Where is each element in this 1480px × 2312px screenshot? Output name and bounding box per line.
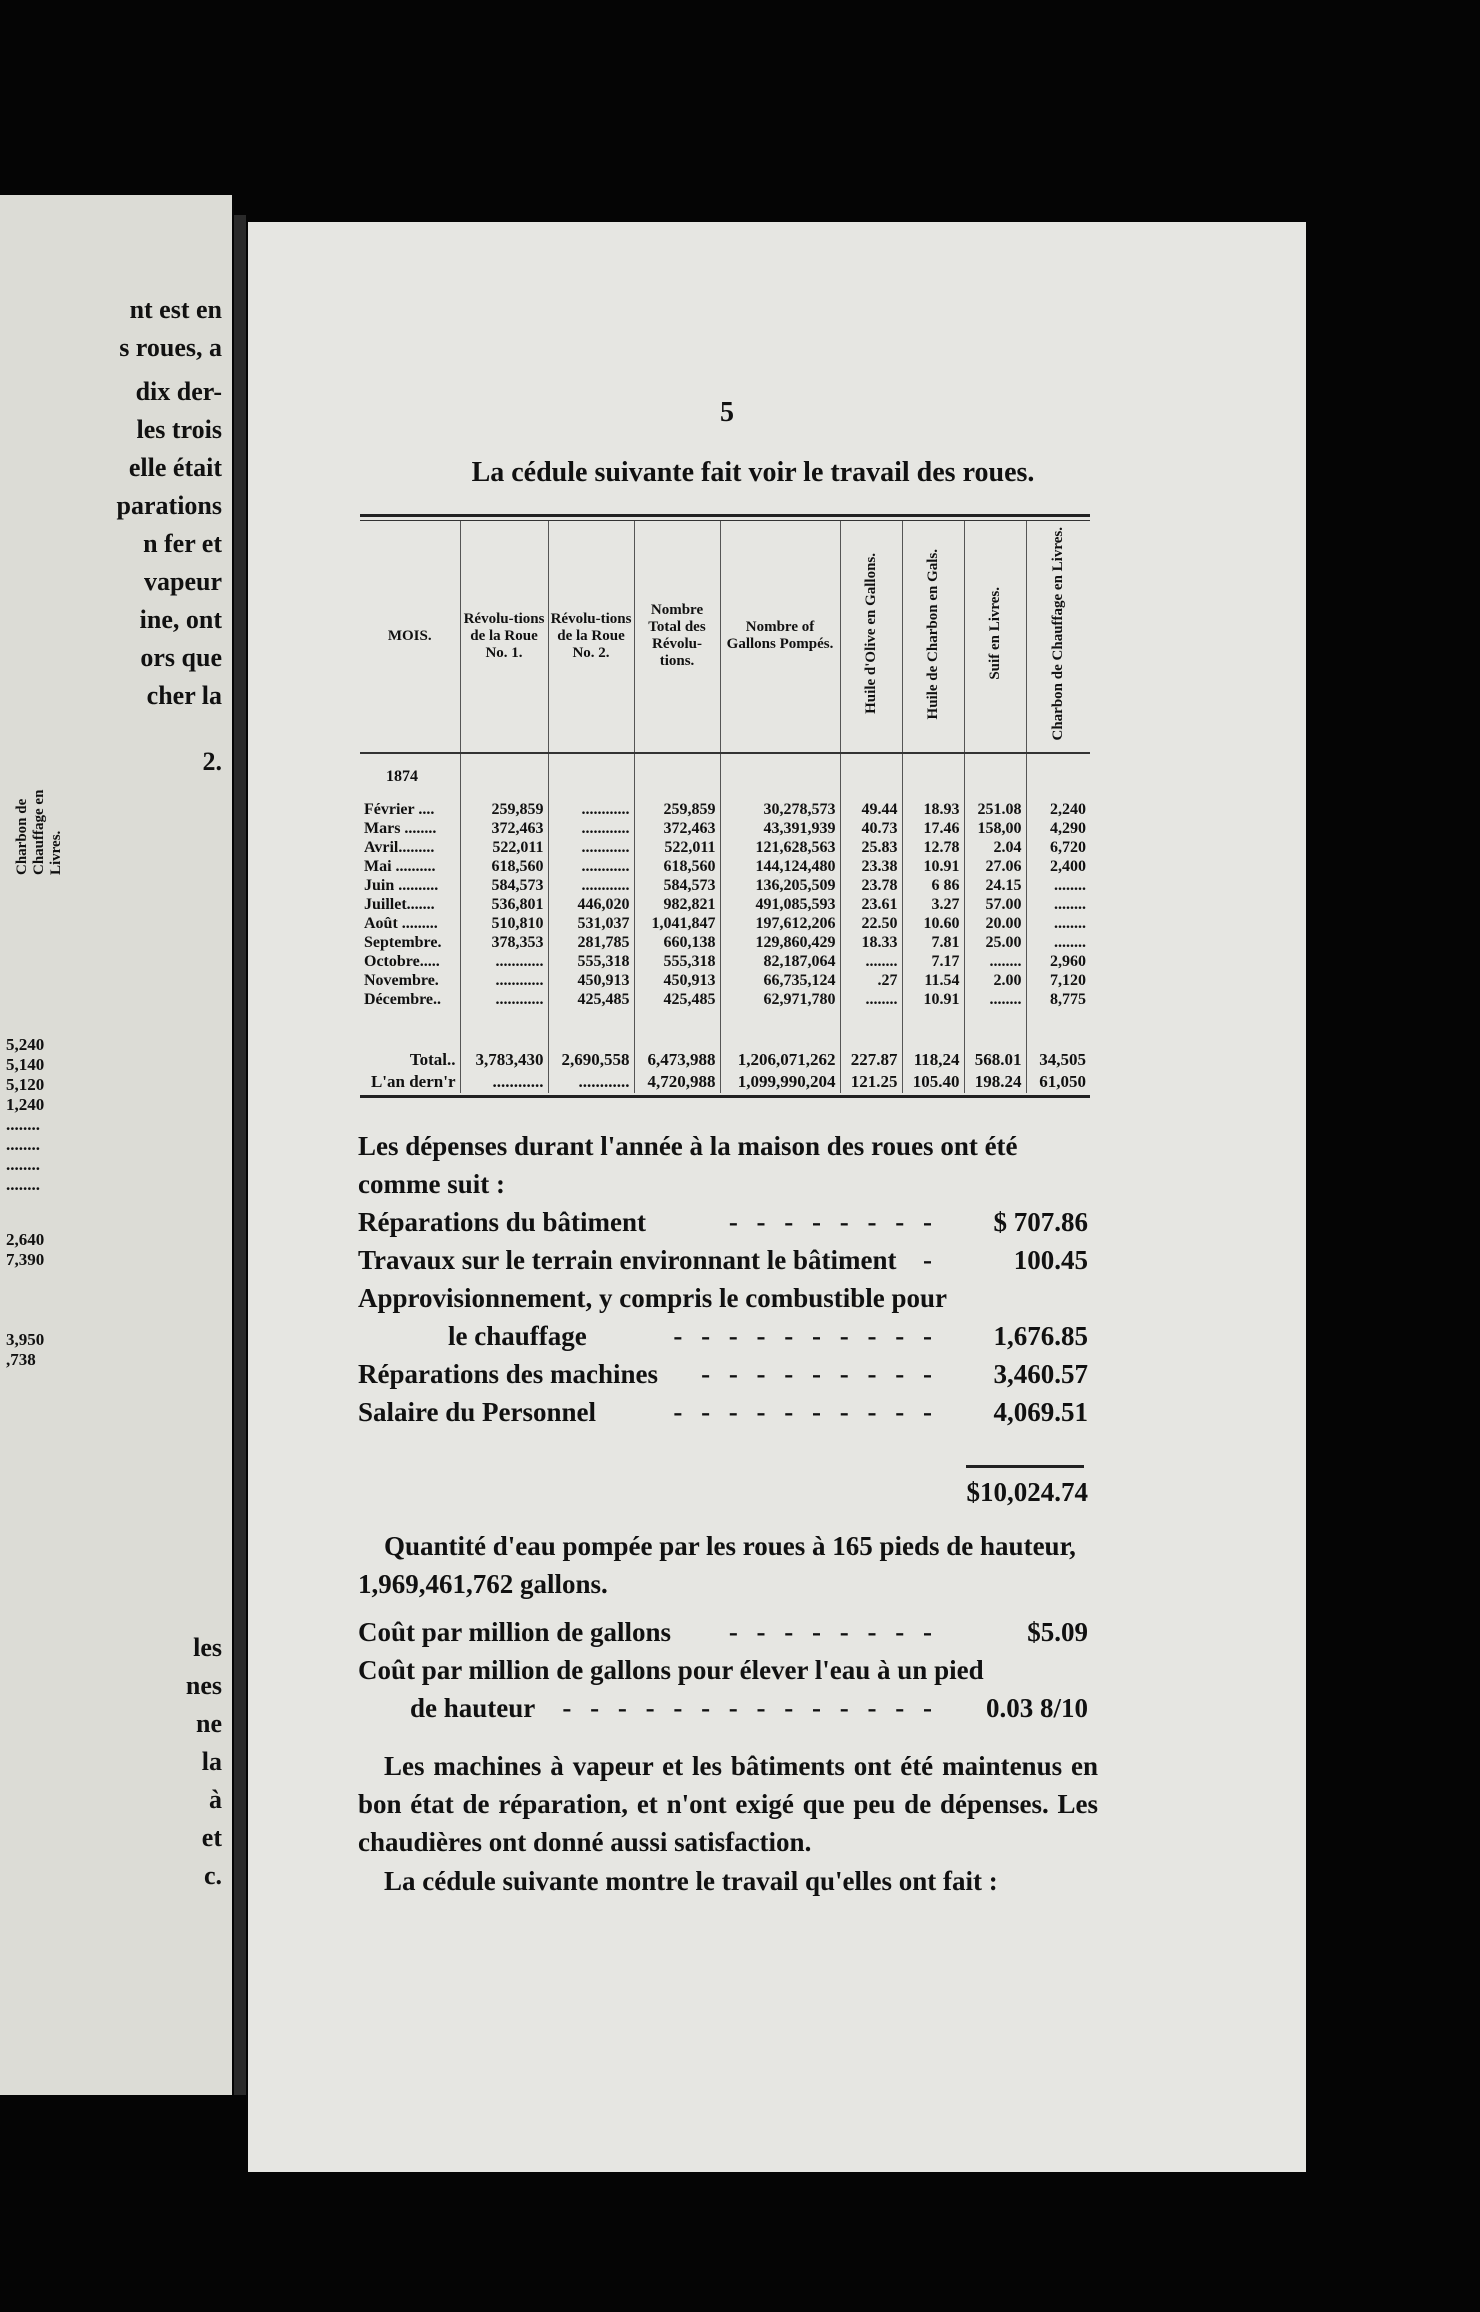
table-cell: ........: [840, 990, 902, 1009]
table-cell: [902, 753, 964, 800]
table-cell: 2.04: [964, 838, 1026, 857]
left-column-value: ........: [6, 1115, 40, 1134]
table-cell: [840, 753, 902, 800]
expenses-row: [358, 1359, 1098, 1397]
table-cell: 23.78: [840, 876, 902, 895]
table-cell: 57.00: [964, 895, 1026, 914]
table-cell: 2,690,558: [548, 1049, 634, 1071]
expenses-label: Réparations des machines: [358, 1359, 659, 1389]
table-cell: Juin ..........: [364, 876, 439, 894]
table-cell: ........: [1026, 876, 1090, 895]
table-cell: 3,783,430: [460, 1049, 548, 1071]
table-cell: 425,485: [634, 990, 720, 1009]
expenses-amount: $ 707.86: [993, 1207, 1088, 1237]
table-cell: 510,810: [460, 914, 548, 933]
table-cell: 61,050: [1026, 1071, 1090, 1093]
table-row: [360, 990, 1090, 1009]
table-cell: 584,573: [634, 876, 720, 895]
expenses-row: [358, 1207, 1098, 1245]
expenses-row: [358, 1397, 1098, 1435]
cost_rows-label: Coût par million de gallons pour élever l'eau à un pied: [358, 1655, 984, 1685]
table-cell: ........: [1026, 914, 1090, 933]
table-cell: 49.44: [840, 800, 902, 819]
table-cell: 27.06: [964, 857, 1026, 876]
left-column-value: ........: [6, 1155, 40, 1174]
table-row: [360, 1009, 1090, 1049]
table-cell: [460, 1009, 548, 1049]
table-cell: 7,120: [1026, 971, 1090, 990]
expenses-label: Travaux sur le terrain environnant le bâtiment: [358, 1245, 897, 1275]
table-row: [360, 1049, 1090, 1071]
table-cell: 62,971,780: [720, 990, 840, 1009]
table-cell: Avril.........: [364, 838, 435, 856]
table-cell: 121,628,563: [720, 838, 840, 857]
table-cell: 1,206,071,262: [720, 1049, 840, 1071]
table-cell: 555,318: [634, 952, 720, 971]
table-cell: Juillet.......: [364, 895, 435, 913]
expenses-amount: 4,069.51: [993, 1397, 1088, 1427]
header-cell: Révolu-tions de la Roue No. 2.: [548, 521, 634, 753]
table-cell: 10.60: [902, 914, 964, 933]
table-cell: 82,187,064: [720, 952, 840, 971]
expenses-intro: Les dépenses durant l'année à la maison des roues ont été comme suit :: [358, 1131, 1018, 1199]
left-text-fragment: la: [201, 1747, 222, 1776]
table-cell: [634, 1009, 720, 1049]
left-text-fragment: ine, ont: [139, 605, 222, 634]
table-cell: 618,560: [634, 857, 720, 876]
left-column-value: 5,240: [6, 1035, 45, 1054]
table-header-row: [360, 521, 1090, 753]
table-cell: 20.00: [964, 914, 1026, 933]
table-cell: 450,913: [548, 971, 634, 990]
table-cell: 197,612,206: [720, 914, 840, 933]
cost_rows-amount: $5.09: [1027, 1617, 1088, 1647]
table-cell: 2,400: [1026, 857, 1090, 876]
table-cell: 522,011: [634, 838, 720, 857]
table-cell: 10.91: [902, 857, 964, 876]
expenses-leader: - - - - - - - - - -: [673, 1321, 938, 1351]
cost_rows-row: [358, 1617, 1098, 1655]
table-cell: 198.24: [964, 1071, 1026, 1093]
expenses-row: [358, 1245, 1098, 1283]
left-text-fragment: nes: [185, 1671, 222, 1700]
left-column-value: 1,240: [6, 1095, 45, 1114]
table-cell: [634, 753, 720, 800]
table-cell: 8,775: [1026, 990, 1090, 1009]
table-cell: 158,00: [964, 819, 1026, 838]
table-cell: ........: [1026, 895, 1090, 914]
expenses-row: [358, 1321, 1098, 1359]
table-cell: 144,124,480: [720, 857, 840, 876]
table-cell: ............: [548, 819, 634, 838]
cost_rows-leader: - - - - - - - -: [728, 1617, 938, 1647]
table-cell: .27: [840, 971, 902, 990]
table-cell: [1026, 753, 1090, 800]
left-text-fragment: ne: [196, 1709, 222, 1738]
table-cell: 446,020: [548, 895, 634, 914]
table-cell: Octobre.....: [364, 952, 440, 970]
table-cell: 425,485: [548, 990, 634, 1009]
table-cell: 2.00: [964, 971, 1026, 990]
table-cell: 568.01: [964, 1049, 1026, 1071]
table-cell: 18.33: [840, 933, 902, 952]
header-cell: Suif en Livres.: [964, 521, 1026, 753]
table-row: [360, 895, 1090, 914]
table-cell: 18.93: [902, 800, 964, 819]
left-text-fragment: s roues, a: [119, 333, 222, 362]
expenses-row: [358, 1283, 1098, 1321]
table-cell: 66,735,124: [720, 971, 840, 990]
header-cell: Huile de Charbon en Gals.: [902, 521, 964, 753]
header-cell: Charbon de Chauffage en Livres.: [1026, 521, 1090, 753]
table-cell: 3.27: [902, 895, 964, 914]
table-cell: 281,785: [548, 933, 634, 952]
table-cell: ............: [548, 800, 634, 819]
wheel-work-table: [360, 514, 1090, 1098]
table-cell: 450,913: [634, 971, 720, 990]
table-row: [360, 838, 1090, 857]
table-bottom-rule: [360, 1095, 1090, 1098]
table-cell: 23.61: [840, 895, 902, 914]
table-row: [360, 753, 1090, 800]
table-cell: 6,720: [1026, 838, 1090, 857]
table-cell: 618,560: [460, 857, 548, 876]
table-cell: 6 86: [902, 876, 964, 895]
table-cell: 259,859: [634, 800, 720, 819]
cost_rows-label: de hauteur: [410, 1693, 536, 1723]
table-cell: 23.38: [840, 857, 902, 876]
left-column-header: Charbon de Chauffage en Livres.: [14, 789, 64, 875]
header-cell: Nombre Total des Révolu-tions.: [634, 521, 720, 753]
table-row: [360, 819, 1090, 838]
left-text-fragment: c.: [203, 1861, 222, 1890]
left-text-fragment: n fer et: [143, 529, 222, 558]
table-cell: 136,205,509: [720, 876, 840, 895]
expenses-label: Approvisionnement, y compris le combustible pour: [358, 1283, 948, 1313]
table-cell: 7.81: [902, 933, 964, 952]
table-cell: 121.25: [840, 1071, 902, 1093]
left-column-value: 2,640: [6, 1230, 45, 1249]
table-cell: 4,290: [1026, 819, 1090, 838]
table-cell: ............: [548, 838, 634, 857]
main-page: [248, 222, 1306, 2172]
table-row: [360, 933, 1090, 952]
table-cell: Mars ........: [364, 819, 437, 837]
left-text-fragment: ors que: [140, 643, 222, 672]
left-column-value: 3,950: [6, 1330, 45, 1349]
cost_rows-row: [358, 1655, 1098, 1693]
table-cell: 25.83: [840, 838, 902, 857]
table-cell: 555,318: [548, 952, 634, 971]
expenses-leader: - - - - - - - -: [728, 1207, 938, 1237]
table-cell: [902, 1009, 964, 1049]
table-cell: [964, 1009, 1026, 1049]
left-text-fragment: les trois: [136, 415, 222, 444]
header-cell: Nombre of Gallons Pompés.: [720, 521, 840, 753]
left-column-value: ........: [6, 1135, 40, 1154]
table-cell: 25.00: [964, 933, 1026, 952]
table-cell: 10.91: [902, 990, 964, 1009]
quantity-text: Quantité d'eau pompée par les roues à 165 pieds de hauteur, 1,969,461,762 gallons.: [358, 1531, 1076, 1599]
table-cell: 17.46: [902, 819, 964, 838]
table-cell: Mai ..........: [364, 857, 436, 875]
expenses-label: Réparations du bâtiment: [358, 1207, 647, 1237]
left-text-fragment: parations: [116, 491, 222, 520]
left-column-value: 7,390: [6, 1250, 45, 1269]
table-cell: ........: [840, 952, 902, 971]
table-cell: [720, 753, 840, 800]
table-cell: Novembre.: [364, 971, 439, 989]
left-text-fragment: cher la: [146, 681, 222, 710]
page-number: 5: [720, 397, 734, 428]
page-edge: [234, 215, 246, 2095]
table-row: [360, 952, 1090, 971]
expenses-leader: -: [923, 1245, 938, 1275]
expenses-amount: 1,676.85: [993, 1321, 1088, 1351]
cost_rows-amount: 0.03 8/10: [985, 1693, 1088, 1723]
left-text-fragment: 2.: [202, 747, 222, 776]
table-cell: 11.54: [902, 971, 964, 990]
table-cell: Août .........: [364, 914, 438, 932]
expenses-leader: - - - - - - - - - -: [673, 1397, 938, 1427]
table-cell: 24.15: [964, 876, 1026, 895]
table-cell: 22.50: [840, 914, 902, 933]
table-cell: 12.78: [902, 838, 964, 857]
table-cell: 1,041,847: [634, 914, 720, 933]
table-cell: [720, 1009, 840, 1049]
year-label: 1874: [386, 768, 418, 785]
table-cell: ............: [460, 952, 548, 971]
table-cell: 660,138: [634, 933, 720, 952]
table-cell: ........: [964, 990, 1026, 1009]
table-cell: 40.73: [840, 819, 902, 838]
table-cell: 2,960: [1026, 952, 1090, 971]
left-page: [0, 195, 232, 2095]
table-cell: 372,463: [460, 819, 548, 838]
table-cell: 372,463: [634, 819, 720, 838]
table-cell: 491,085,593: [720, 895, 840, 914]
table-cell: 34,505: [1026, 1049, 1090, 1071]
table-cell: ............: [460, 990, 548, 1009]
table-top-rule: [360, 514, 1090, 517]
table-cell: [548, 1009, 634, 1049]
cost_rows-leader: - - - - - - - - - - - - - -: [562, 1693, 938, 1723]
left-column-value: ,738: [6, 1350, 36, 1369]
left-text-fragment: et: [201, 1823, 222, 1852]
table-cell: 6,473,988: [634, 1049, 720, 1071]
left-text-fragment: nt est en: [129, 295, 222, 324]
table-cell: 129,860,429: [720, 933, 840, 952]
expenses-leader: - - - - - - - - -: [701, 1359, 938, 1389]
table-row: [360, 857, 1090, 876]
expenses-label: Salaire du Personnel: [358, 1397, 597, 1427]
table-cell: Décembre..: [364, 990, 441, 1008]
expenses-label: le chauffage: [448, 1321, 587, 1351]
table-cell: 43,391,939: [720, 819, 840, 838]
left-column-value: ........: [6, 1175, 40, 1194]
expenses-total-row: [358, 1477, 1098, 1515]
header-cell: Huile d'Olive en Gallons.: [840, 521, 902, 753]
left-text-fragment: vapeur: [144, 567, 222, 596]
table-cell: ............: [548, 857, 634, 876]
table-cell: 105.40: [902, 1071, 964, 1093]
table-cell: 2,240: [1026, 800, 1090, 819]
table-cell: 531,037: [548, 914, 634, 933]
maintenance-paragraph: Les machines à vapeur et les bâtiments ont été maintenus en bon état de réparation, et n'ont exigé que peu de dépenses. Les chaudières ont donné aussi satisfaction.: [358, 1751, 1098, 1857]
table-cell: 378,353: [460, 933, 548, 952]
table-cell: [1026, 1009, 1090, 1049]
table-cell: 4,720,988: [634, 1071, 720, 1093]
table-cell: ........: [1026, 933, 1090, 952]
table-row: [360, 800, 1090, 819]
table-cell: 259,859: [460, 800, 548, 819]
header-cell: Révolu-tions de la Roue No. 1.: [460, 521, 548, 753]
table-cell: 536,801: [460, 895, 548, 914]
table-cell: 522,011: [460, 838, 548, 857]
left-column-value: 5,140: [6, 1055, 45, 1074]
table-cell: 584,573: [460, 876, 548, 895]
table-cell: L'an dern'r: [370, 1071, 456, 1091]
table-cell: 227.87: [840, 1049, 902, 1071]
table-caption: La cédule suivante fait voir le travail des roues.: [471, 457, 1035, 488]
table-cell: ........: [964, 952, 1026, 971]
table-cell: 982,821: [634, 895, 720, 914]
sum-rule: [966, 1465, 1084, 1468]
table-cell: ............: [548, 1071, 634, 1093]
table-cell: Total..: [409, 1049, 456, 1069]
table-cell: 251.08: [964, 800, 1026, 819]
table-cell: 1,099,990,204: [720, 1071, 840, 1093]
closing-sentence: La cédule suivante montre le travail qu'elles ont fait :: [384, 1866, 998, 1896]
expenses-amount: 3,460.57: [993, 1359, 1088, 1389]
table-row: [360, 876, 1090, 895]
table-cell: Septembre.: [364, 933, 442, 951]
table-cell: [460, 753, 548, 800]
table-cell: 30,278,573: [720, 800, 840, 819]
cost_rows-label: Coût par million de gallons: [358, 1617, 672, 1647]
table-cell: ............: [460, 1071, 548, 1093]
table-cell: [840, 1009, 902, 1049]
expenses-total: $10,024.74: [966, 1477, 1088, 1507]
table-row: [360, 914, 1090, 933]
left-text-fragment: les: [193, 1633, 222, 1662]
table-cell: 7.17: [902, 952, 964, 971]
table-cell: 118,24: [902, 1049, 964, 1071]
table-cell: [964, 753, 1026, 800]
cost_rows-row: [358, 1693, 1098, 1731]
table-cell: Février ....: [364, 800, 435, 818]
table-row: [360, 971, 1090, 990]
left-column-value: 5,120: [6, 1075, 45, 1094]
table-cell: [548, 753, 634, 800]
header-cell: MOIS.: [387, 627, 432, 644]
table-cell: ............: [548, 876, 634, 895]
left-text-fragment: elle était: [128, 453, 222, 482]
table-row: [360, 1071, 1090, 1093]
expenses-amount: 100.45: [1013, 1245, 1088, 1275]
left-text-fragment: à: [209, 1785, 222, 1814]
table-cell: [360, 1009, 460, 1049]
table-cell: ............: [460, 971, 548, 990]
left-text-fragment: dix der-: [135, 377, 222, 406]
